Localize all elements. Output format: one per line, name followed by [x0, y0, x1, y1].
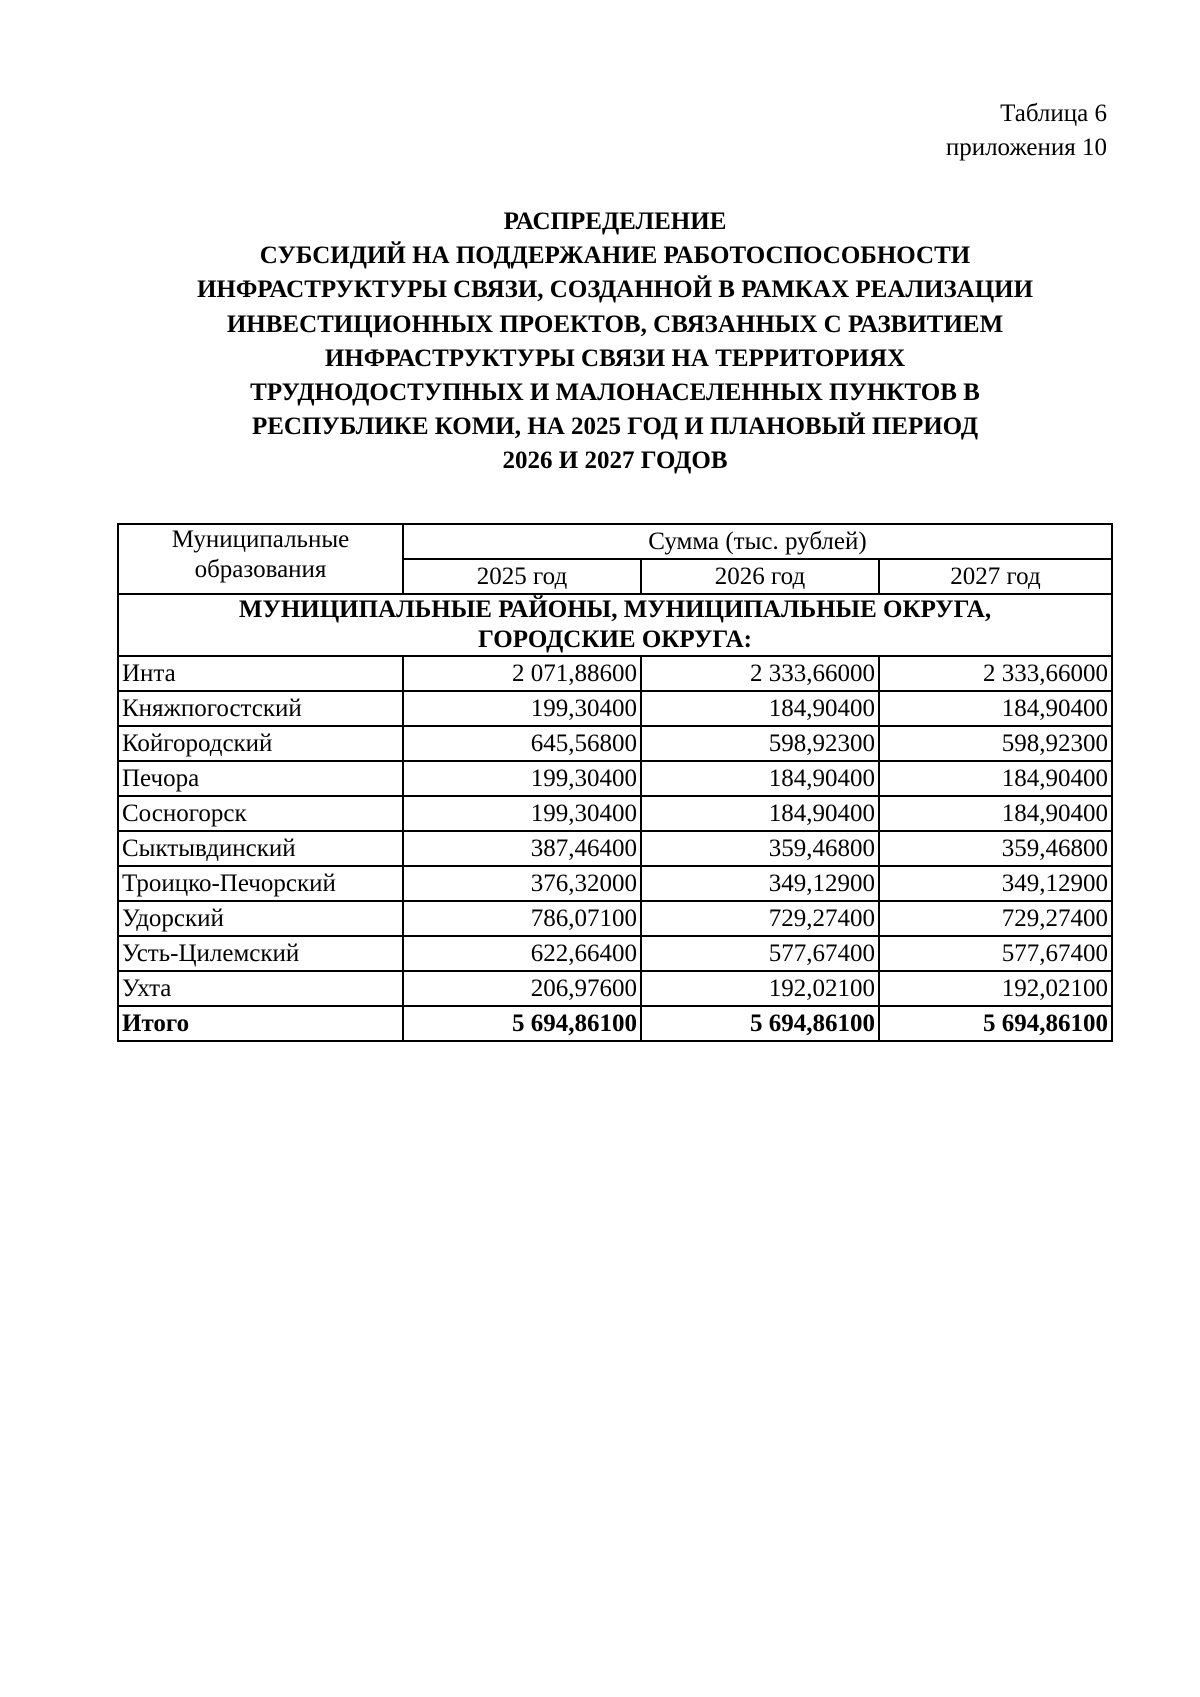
row-2025: 2 071,88600 — [403, 656, 641, 691]
row-name: Инта — [118, 656, 403, 691]
row-2025: 199,30400 — [403, 691, 641, 726]
row-name: Печора — [118, 761, 403, 796]
title-line: ИНФРАСТРУКТУРЫ СВЯЗИ НА ТЕРРИТОРИЯХ — [324, 344, 906, 372]
header-year-2026: 2026 год — [641, 559, 879, 594]
table-row — [118, 796, 1112, 831]
row-2027: 577,67400 — [879, 936, 1112, 971]
table-row — [118, 866, 1112, 901]
row-2027: 184,90400 — [879, 796, 1112, 831]
row-2025: 387,46400 — [403, 831, 641, 866]
table-reference — [946, 97, 1107, 165]
row-name: Сосногорск — [118, 796, 403, 831]
row-2026: 349,12900 — [641, 866, 879, 901]
row-2027: 349,12900 — [879, 866, 1112, 901]
row-2026: 2 333,66000 — [641, 656, 879, 691]
row-2026: 577,67400 — [641, 936, 879, 971]
section-heading-line1: МУНИЦИПАЛЬНЫЕ РАЙОНЫ, МУНИЦИПАЛЬНЫЕ ОКРУГА, — [238, 596, 992, 623]
table-row — [118, 656, 1112, 691]
reference-appendix: приложения 10 — [945, 134, 1107, 161]
distribution-table — [117, 523, 1113, 1042]
table-row — [118, 761, 1112, 796]
total-2025: 5 694,86100 — [403, 1006, 641, 1041]
total-2027: 5 694,86100 — [879, 1006, 1112, 1041]
header-municipal-line2: образования — [194, 556, 327, 583]
title-line: 2026 И 2027 ГОДОВ — [502, 447, 728, 475]
row-2025: 645,56800 — [403, 726, 641, 761]
table-body — [118, 524, 1112, 1041]
header-row — [118, 524, 1112, 559]
total-row — [118, 1006, 1112, 1041]
row-2025: 376,32000 — [403, 866, 641, 901]
header-municipal-line1: Муниципальные — [171, 526, 350, 553]
row-2027: 192,02100 — [879, 971, 1112, 1006]
title-line: РЕСПУБЛИКЕ КОМИ, НА 2025 ГОД И ПЛАНОВЫЙ ПЕРИОД — [251, 413, 979, 441]
section-row — [118, 594, 1112, 656]
row-name: Койгородский — [118, 726, 403, 761]
document-title — [100, 205, 1130, 479]
reference-table-number: Таблица 6 — [1000, 100, 1107, 127]
row-name: Удорский — [118, 901, 403, 936]
table-row — [118, 726, 1112, 761]
row-2026: 598,92300 — [641, 726, 879, 761]
table-row — [118, 831, 1112, 866]
header-municipal — [118, 524, 403, 594]
row-2027: 598,92300 — [879, 726, 1112, 761]
row-2027: 729,27400 — [879, 901, 1112, 936]
row-2026: 359,46800 — [641, 831, 879, 866]
row-2026: 184,90400 — [641, 761, 879, 796]
row-2026: 192,02100 — [641, 971, 879, 1006]
table-row — [118, 901, 1112, 936]
table-row — [118, 936, 1112, 971]
section-heading — [118, 594, 1112, 656]
total-label: Итого — [118, 1006, 403, 1041]
row-2025: 622,66400 — [403, 936, 641, 971]
row-name: Сыктывдинский — [118, 831, 403, 866]
title-line: ИНВЕСТИЦИОННЫХ ПРОЕКТОВ, СВЯЗАННЫХ С РАЗВИТИЕМ — [226, 310, 1004, 338]
header-year-2025: 2025 год — [403, 559, 641, 594]
row-2027: 2 333,66000 — [879, 656, 1112, 691]
row-name: Троицко-Печорский — [118, 866, 403, 901]
row-2026: 729,27400 — [641, 901, 879, 936]
title-line: СУБСИДИЙ НА ПОДДЕРЖАНИЕ РАБОТОСПОСОБНОСТИ — [259, 242, 971, 270]
row-name: Усть-Цилемский — [118, 936, 403, 971]
table-row — [118, 691, 1112, 726]
section-heading-line2: ГОРОДСКИЕ ОКРУГА: — [478, 626, 752, 653]
row-name: Княжпогостский — [118, 691, 403, 726]
total-2026: 5 694,86100 — [641, 1006, 879, 1041]
row-name: Ухта — [118, 971, 403, 1006]
row-2026: 184,90400 — [641, 796, 879, 831]
row-2025: 199,30400 — [403, 761, 641, 796]
title-line: ТРУДНОДОСТУПНЫХ И МАЛОНАСЕЛЕННЫХ ПУНКТОВ В — [250, 379, 980, 407]
title-line: РАСПРЕДЕЛЕНИЕ — [503, 208, 727, 235]
header-year-2027: 2027 год — [879, 559, 1112, 594]
row-2026: 184,90400 — [641, 691, 879, 726]
row-2025: 786,07100 — [403, 901, 641, 936]
row-2027: 184,90400 — [879, 761, 1112, 796]
header-sum: Сумма (тыс. рублей) — [403, 524, 1112, 559]
row-2025: 206,97600 — [403, 971, 641, 1006]
row-2025: 199,30400 — [403, 796, 641, 831]
row-2027: 184,90400 — [879, 691, 1112, 726]
table-row — [118, 971, 1112, 1006]
row-2027: 359,46800 — [879, 831, 1112, 866]
title-line: ИНФРАСТРУКТУРЫ СВЯЗИ, СОЗДАННОЙ В РАМКАХ РЕАЛИЗАЦИИ — [196, 276, 1034, 304]
